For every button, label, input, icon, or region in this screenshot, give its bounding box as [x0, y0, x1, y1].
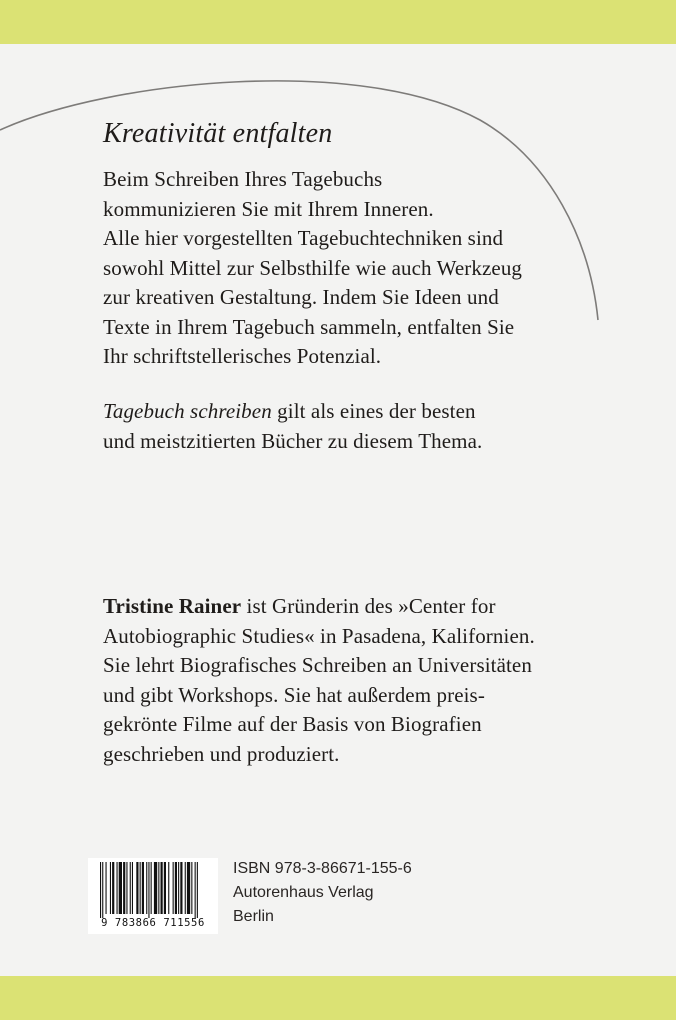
barcode-bar: [187, 862, 190, 914]
barcode-bar: [126, 862, 127, 914]
barcode-bar: [100, 862, 101, 918]
author-line: gekrönte Filme auf der Basis von Biografien: [103, 712, 482, 736]
intro-paragraph: [103, 165, 522, 372]
barcode-bar: [142, 862, 144, 914]
barcode-bar: [106, 862, 107, 914]
author-line: Sie lehrt Biografisches Schreiben an Universitäten: [103, 653, 532, 677]
author-line: Autobiographic Studies« in Pasadena, Kalifornien.: [103, 623, 535, 648]
barcode-bar: [180, 862, 182, 914]
publisher-info: [233, 857, 412, 929]
intro-line: Beim Schreiben Ihres Tagebuchs: [103, 167, 383, 191]
author-name: Tristine Rainer: [103, 594, 242, 618]
barcode-bar: [117, 862, 118, 914]
intro-line: zur kreativen Gestaltung. Indem Sie Ideen und: [103, 285, 499, 309]
publisher-city: Berlin: [233, 908, 274, 925]
intro-line: sowohl Mittel zur Selbsthilfe wie auch Werkzeug: [103, 255, 523, 280]
author-line: und gibt Workshops. Sie hat außerdem preis-: [103, 682, 485, 707]
barcode-bar: [151, 862, 152, 914]
author-text: ist Gründerin des »Center for: [241, 594, 496, 618]
barcode-bar: [185, 862, 186, 914]
barcode-bar: [123, 862, 125, 914]
barcode-bar: [173, 862, 174, 914]
intro-line: Alle hier vorgestellten Tagebuchtechniken sind: [103, 226, 504, 250]
barcode-bar: [161, 862, 163, 914]
isbn-number: ISBN 978-3-86671-155-6: [233, 860, 412, 877]
isbn-barcode: [88, 858, 218, 934]
barcode-bar: [164, 862, 166, 914]
author-line: geschrieben und produziert.: [103, 741, 340, 766]
barcode-bar: [130, 862, 131, 914]
barcode-bar: [148, 862, 149, 918]
praise-line: [103, 397, 482, 427]
barcode-bar: [178, 862, 179, 914]
barcode-bar: [112, 862, 114, 914]
intro-line: kommunizieren Sie mit Ihrem Inneren.: [103, 196, 434, 221]
section-heading: Kreativität entfalten: [103, 118, 333, 149]
praise-line: und meistzitierten Bücher zu diesem Thema.: [103, 428, 483, 453]
intro-line: Ihr schriftstellerisches Potenzial.: [103, 344, 382, 368]
praise-paragraph: [103, 397, 482, 456]
barcode-bar: [110, 862, 111, 914]
barcode-bar: [197, 862, 198, 918]
intro-line: Texte in Ihrem Tagebuch sammeln, entfalten Sie: [103, 314, 515, 339]
barcode-bar: [146, 862, 147, 914]
barcode-bar: [168, 862, 169, 914]
bottom-color-band: [0, 976, 676, 1020]
barcode-bar: [132, 862, 133, 914]
book-title: Tagebuch schreiben: [103, 399, 272, 423]
barcode-bar: [136, 862, 138, 914]
barcode-bar: [191, 862, 192, 914]
author-line: [103, 592, 535, 622]
publisher-name: Autorenhaus Verlag: [233, 884, 374, 901]
barcode-bar: [175, 862, 177, 914]
barcode-bar: [102, 862, 103, 918]
barcode-bar: [140, 862, 141, 914]
barcode-bar: [158, 862, 159, 914]
author-bio-paragraph: [103, 592, 535, 769]
barcode-bars: [88, 858, 218, 918]
barcode-bar: [154, 862, 157, 914]
barcode-digits: 9 783866 711556: [101, 917, 205, 929]
barcode-bar: [195, 862, 196, 918]
praise-text: gilt als eines der besten: [271, 399, 476, 423]
barcode-bar: [119, 862, 122, 914]
